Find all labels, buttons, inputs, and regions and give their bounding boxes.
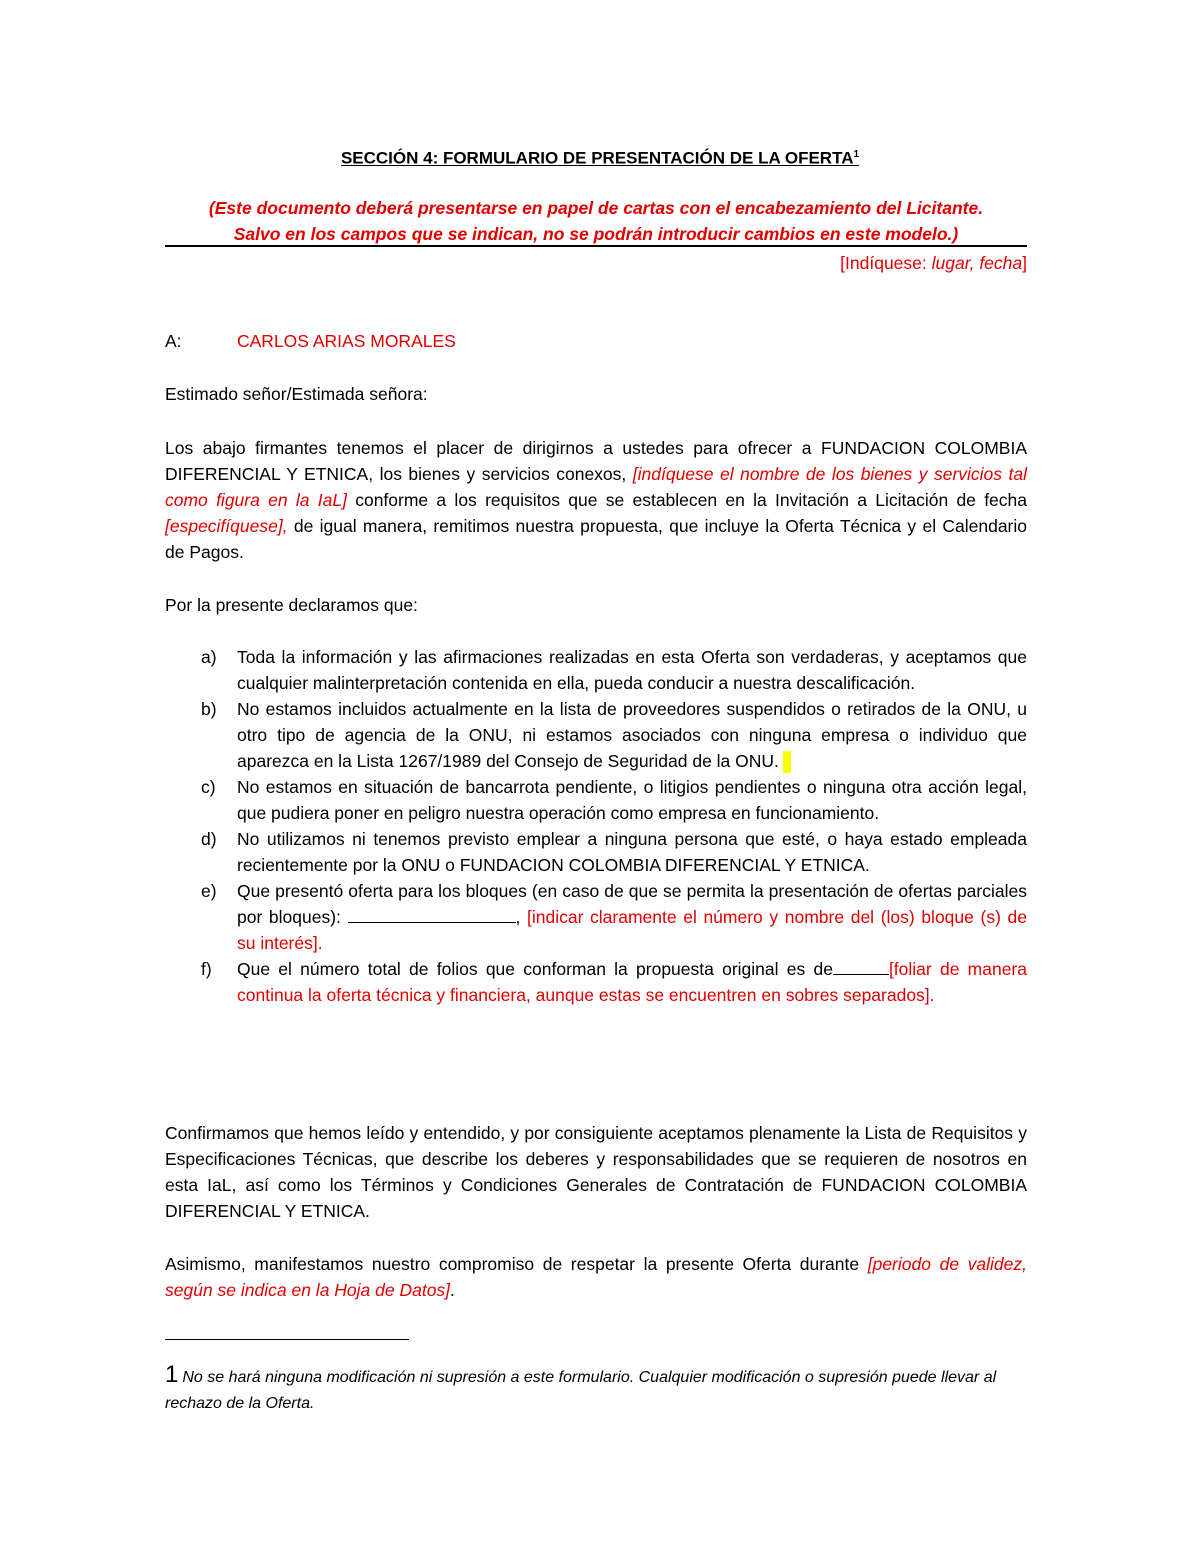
declaration-f xyxy=(165,956,1027,1008)
blocks-blank-field[interactable] xyxy=(348,906,516,923)
section-title-text: SECCIÓN 4: FORMULARIO DE PRESENTACIÓN DE LA OFERTA xyxy=(340,148,854,168)
footnote-ref: 1 xyxy=(853,149,860,160)
folios-blank-field[interactable] xyxy=(833,958,889,975)
list-marker: d) xyxy=(201,829,217,849)
footnote xyxy=(165,1362,1027,1417)
list-marker: e) xyxy=(201,881,217,901)
declaration-text: Que el número total de folios que conforman la propuesta original es de xyxy=(237,959,833,979)
goods-placeholder: [indíquese el nombre de los bienes y servicios tal como figura en la IaL] xyxy=(165,464,1027,510)
confirm-paragraph: Confirmamos que hemos leído y entendido, y por consiguiente aceptamos plenamente la Lista de Requisitos y Especificaciones Técnicas, que describe los deberes y responsabilidades que se requieren de nosotros en esta IaL, así como los Términos y Condiciones Generales de Contratación de FUNDACION COLOMBIA DIFERENCIAL Y ETNICA. xyxy=(165,1123,1027,1221)
instruction-line-2: Salvo en los campos que se indican, no se podrán introducir cambios en este modelo.) xyxy=(233,224,959,244)
declaration-text: No estamos en situación de bancarrota pendiente, o litigios pendientes o ninguna otra acción legal, que pudiera poner en peligro nuestra operación como empresa en funcionamiento. xyxy=(237,777,1027,823)
declaration-b xyxy=(165,696,1027,774)
footnote-number: 1 xyxy=(165,1361,179,1388)
commitment-end: . xyxy=(450,1280,455,1300)
place-date-value: lugar, fecha xyxy=(931,253,1023,273)
declaration-text: Toda la información y las afirmaciones realizadas en esta Oferta son verdaderas, y aceptamos que cualquier malinterpretación contenida en ella, pueda conducir a nuestra descalificación. xyxy=(237,647,1027,693)
intro-text-2: conforme a los requisitos que se establecen en la Invitación a Licitación de fecha xyxy=(346,490,1027,510)
declaration-d xyxy=(165,826,1027,878)
validity-placeholder: [periodo de validez, según se indica en la Hoja de Datos] xyxy=(165,1254,1027,1300)
bracket-open: [ xyxy=(840,253,846,273)
list-marker: c) xyxy=(201,777,216,797)
instruction-line-1: (Este documento deberá presentarse en papel de cartas con el encabezamiento del Licitante. xyxy=(208,198,984,218)
addressee xyxy=(165,328,456,354)
list-marker: b) xyxy=(201,699,217,719)
declaration-text: No utilizamos ni tenemos previsto emplear a ninguna persona que esté, o haya estado empleada recientemente por la ONU o FUNDACION COLOMBIA DIFERENCIAL Y ETNICA. xyxy=(237,829,1027,875)
commitment-paragraph xyxy=(165,1251,1027,1303)
declaration-a xyxy=(165,644,1027,696)
highlight-mark xyxy=(783,751,791,773)
place-date-field xyxy=(165,250,1027,276)
instructions xyxy=(165,195,1027,247)
section-title xyxy=(0,142,1200,172)
separator: , xyxy=(515,907,527,927)
intro-text-3: de igual manera, remitimos nuestra propuesta, que incluye la Oferta Técnica y el Calendario de Pagos. xyxy=(165,516,1027,562)
footnote-divider xyxy=(165,1339,409,1340)
commitment-text: Asimismo, manifestamos nuestro compromiso de respetar la presente Oferta durante xyxy=(165,1254,868,1274)
addressee-label: A: xyxy=(165,331,182,351)
header-divider xyxy=(165,245,1027,247)
place-date-label: Indíquese: xyxy=(845,253,932,273)
intro-text-1: Los abajo firmantes tenemos el placer de dirigirnos a ustedes para ofrecer a FUNDACION COLOMBIA DIFERENCIAL Y ETNICA, los bienes y servicios conexos, xyxy=(165,438,1027,484)
addressee-name: CARLOS ARIAS MORALES xyxy=(237,331,456,351)
blocks-placeholder: [indicar claramente el número y nombre del (los) bloque (s) de su interés]. xyxy=(237,907,1027,953)
greeting: Estimado señor/Estimada señora: xyxy=(165,384,428,404)
declaration-text: Que presentó oferta para los bloques (en caso de que se permita la presentación de ofertas parciales por bloques): xyxy=(237,881,1027,927)
declaration-text: No estamos incluidos actualmente en la lista de proveedores suspendidos o retirados de la ONU, u otro tipo de agencia de la ONU, ni estamos asociados con ninguna empresa o individuo que aparezca en la Lista 1267/1989 del Consejo de Seguridad de la ONU. xyxy=(237,699,1027,771)
date-placeholder: [especifíquese], xyxy=(165,516,288,536)
declaration-c xyxy=(165,774,1027,826)
intro-paragraph xyxy=(165,435,1027,565)
declaration-e xyxy=(165,878,1027,956)
footnote-text: No se hará ninguna modificación ni supresión a este formulario. Cualquier modificación o supresión puede llevar al rechazo de la Oferta. xyxy=(165,1369,997,1412)
declarations-list xyxy=(165,644,1027,1008)
folios-placeholder: [foliar de manera continua la oferta técnica y financiera, aunque estas se encuentren en sobres separados]. xyxy=(237,959,1027,1005)
list-marker: f) xyxy=(201,959,212,979)
bracket-close: ] xyxy=(1022,253,1027,273)
declare-intro: Por la presente declaramos que: xyxy=(165,595,418,615)
list-marker: a) xyxy=(201,647,217,667)
